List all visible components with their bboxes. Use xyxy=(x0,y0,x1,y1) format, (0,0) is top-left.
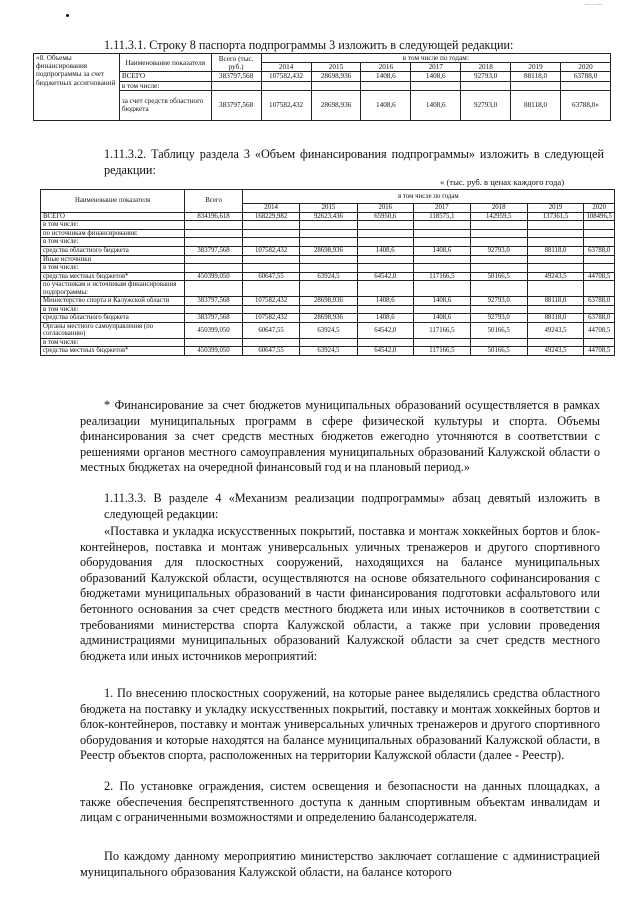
finance-year-2020: 2020 xyxy=(584,204,615,213)
passport-cell xyxy=(511,81,561,90)
finance-cell: 50166,5 xyxy=(470,347,527,356)
finance-cell: 1408,6 xyxy=(414,246,471,255)
finance-cell xyxy=(357,338,413,347)
finance-cell xyxy=(527,338,584,347)
finance-row-total: 834196,618 xyxy=(185,212,243,221)
finance-cell: 63924,5 xyxy=(300,272,357,281)
finance-cell xyxy=(357,238,413,247)
finance-cell: 49243,5 xyxy=(527,272,584,281)
finance-cell: 44708,5 xyxy=(584,272,615,281)
finance-cell xyxy=(357,264,413,273)
finance-row-total xyxy=(185,338,243,347)
main-text: «Поставка и укладка искусственных покрытий, поставка и монтаж хоккейных бортов и блок-контейнеров, поставка и монтаж универсальных уличных тренажеров и другого спортивного оборудования для плоскостных сооружений, находящихся на балансе муниципальных образований Калужской области, осуществляются на основе обязательного софинансирования с бюджетами муниципальных образований в части финансирования подготовки асфальтового или бетонного основания за счет средств местного бюджета или иных источников в соответствии с требованиями министерства спорта Калужской области, а также при условии проведения администрациями муниципальных образований Калужской области за счет средств местного бюджета или иных источников мероприятий: xyxy=(80,524,600,663)
paragraph-main xyxy=(80,524,600,664)
finance-row-label: Органы местного самоуправления (по согласованию) xyxy=(41,322,185,338)
finance-cell xyxy=(242,338,300,347)
finance-row xyxy=(41,272,615,281)
passport-row-total: 383797,568 xyxy=(211,90,261,120)
finance-cell xyxy=(470,255,527,264)
paragraph-item-1 xyxy=(80,686,600,764)
finance-cell xyxy=(414,264,471,273)
finance-row-total: 450399,050 xyxy=(185,322,243,338)
finance-row xyxy=(41,246,615,255)
finance-cell: 92623,436 xyxy=(300,212,357,221)
heading-section3: 1.11.3.2. Таблицу раздела 3 «Объем финансирования подпрограммы» изложить в следующей редакции: xyxy=(104,147,604,177)
scan-dot xyxy=(66,14,69,17)
passport-cell: 63788,0» xyxy=(560,90,610,120)
finance-cell: 60647,55 xyxy=(242,322,300,338)
finance-cell xyxy=(414,238,471,247)
finance-cell xyxy=(357,221,413,230)
finance-cell: 107582,432 xyxy=(242,297,300,306)
finance-year-2018: 2018 xyxy=(470,204,527,213)
finance-cell xyxy=(527,238,584,247)
finance-cell xyxy=(584,338,615,347)
corner-mark: — - — xyxy=(584,2,602,8)
finance-cell xyxy=(242,221,300,230)
finance-row-total: 450399,050 xyxy=(185,272,243,281)
finance-cell: 88118,0 xyxy=(527,314,584,323)
passport-cell xyxy=(411,81,461,90)
finance-cell: 142959,5 xyxy=(470,212,527,221)
finance-row xyxy=(41,264,615,273)
finance-cell xyxy=(470,281,527,297)
finance-row xyxy=(41,305,615,314)
passport-cell xyxy=(560,81,610,90)
finance-cell xyxy=(470,221,527,230)
finance-row-label: средства областного бюджета xyxy=(41,246,185,255)
passport-year-2015: 2015 xyxy=(311,63,361,72)
finance-cell: 168229,982 xyxy=(242,212,300,221)
finance-row-total: 383797,568 xyxy=(185,314,243,323)
finance-cell xyxy=(300,305,357,314)
passport-col-indicator: Наименование показателя xyxy=(119,54,211,72)
item1-text: 1. По внесению плоскостных сооружений, на которые ранее выделялись средства областного бюджета на поставку и укладку искусственных покрытий, поставку и монтаж хоккейных бортов и блок-контейнеров, поставку и монтаж универсальных уличных тренажеров и другого спортивного оборудования и которые находятся на балансе муниципальных образований Калужской области, в Реестр объектов спорта, расположенных на территории Калужской области (далее - Реестр). xyxy=(80,686,600,763)
finance-cell xyxy=(527,305,584,314)
passport-year-2014: 2014 xyxy=(261,63,311,72)
finance-row-label: Иные источники xyxy=(41,255,185,264)
finance-cell xyxy=(300,229,357,238)
finance-cell xyxy=(414,221,471,230)
finance-table xyxy=(40,189,615,356)
finance-cell xyxy=(584,238,615,247)
passport-row-total: 383797,568 xyxy=(211,72,261,81)
passport-year-2017: 2017 xyxy=(411,63,461,72)
finance-cell xyxy=(414,281,471,297)
finance-cell: 107582,432 xyxy=(242,314,300,323)
finance-cell: 44708,5 xyxy=(584,347,615,356)
footnote-text: * Финансирование за счет бюджетов муниципальных образований осуществляется в рамках реализации муниципальных программ в сфере физической культуры и спорта. Объемы финансирования за счет средств местных бюджетов ежегодно уточняются в соответствии с решениями органов местного самоуправления муниципальных образований Калужской области о местных бюджетах на очередной финансовый год и на плановый период.» xyxy=(80,398,600,475)
finance-cell: 1408,6 xyxy=(357,297,413,306)
finance-cell: 118575,1 xyxy=(414,212,471,221)
finance-cell: 63788,0 xyxy=(584,246,615,255)
units-note: « (тыс. руб. в ценах каждого года) xyxy=(440,177,565,187)
finance-row-label: по участникам и источникам финансирования подпрограммы: xyxy=(41,281,185,297)
finance-cell: 50166,5 xyxy=(470,272,527,281)
finance-cell: 64542,0 xyxy=(357,272,413,281)
passport-cell xyxy=(261,81,311,90)
finance-year-2016: 2016 xyxy=(357,204,413,213)
finance-cell: 88118,0 xyxy=(527,246,584,255)
finance-row xyxy=(41,229,615,238)
paragraph-footnote xyxy=(80,398,600,476)
finance-cell: 92793,0 xyxy=(470,314,527,323)
finance-cell xyxy=(470,238,527,247)
finance-row-label: по источникам финансирования: xyxy=(41,229,185,238)
finance-cell: 1408,6 xyxy=(357,246,413,255)
finance-cell: 63788,0 xyxy=(584,314,615,323)
passport-cell: 1408,6 xyxy=(411,90,461,120)
finance-year-2019: 2019 xyxy=(527,204,584,213)
passport-cell: 107582,432 xyxy=(261,72,311,81)
finance-row-total xyxy=(185,229,243,238)
finance-cell: 60647,55 xyxy=(242,347,300,356)
finance-year-2015: 2015 xyxy=(300,204,357,213)
finance-cell xyxy=(470,305,527,314)
finance-row-label: в том числе: xyxy=(41,221,185,230)
finance-cell: 63924,5 xyxy=(300,322,357,338)
passport-cell xyxy=(311,81,361,90)
finance-cell xyxy=(414,255,471,264)
finance-cell: 28698,936 xyxy=(300,297,357,306)
finance-cell: 63924,5 xyxy=(300,347,357,356)
passport-row-label: в том числе: xyxy=(119,81,211,90)
finance-cell: 108496,5 xyxy=(584,212,615,221)
passport-cell xyxy=(461,81,511,90)
finance-row-total xyxy=(185,221,243,230)
finance-cell: 117166,5 xyxy=(414,272,471,281)
finance-cell xyxy=(414,229,471,238)
finance-cell: 92793,0 xyxy=(470,297,527,306)
finance-cell: 49243,5 xyxy=(527,347,584,356)
finance-cell: 64542,0 xyxy=(357,347,413,356)
finance-cell xyxy=(300,255,357,264)
passport-row xyxy=(34,90,611,120)
passport-col-name: «8. Объемы финансирования подпрограммы за счет бюджетных ассигнований xyxy=(34,54,120,121)
passport-cell: 88118,0 xyxy=(511,90,561,120)
finance-row-total xyxy=(185,264,243,273)
finance-cell xyxy=(357,305,413,314)
passport-cell: 63788,0 xyxy=(560,72,610,81)
finance-row-label: в том числе: xyxy=(41,338,185,347)
finance-cell xyxy=(527,221,584,230)
finance-row xyxy=(41,221,615,230)
finance-cell xyxy=(357,281,413,297)
passport-year-2020: 2020 xyxy=(560,63,610,72)
finance-cell: 117166,5 xyxy=(414,322,471,338)
finance-cell xyxy=(470,338,527,347)
passport-row-total xyxy=(211,81,261,90)
finance-cell: 65950,6 xyxy=(357,212,413,221)
finance-row xyxy=(41,212,615,221)
finance-cell xyxy=(242,305,300,314)
finance-cell: 28698,936 xyxy=(300,314,357,323)
heading-section4: 1.11.3.3. В разделе 4 «Механизм реализации подпрограммы» абзац девятый изложить в следующей редакции: xyxy=(104,491,600,521)
passport-cell xyxy=(361,81,411,90)
finance-cell xyxy=(527,229,584,238)
passport-years-header: в том числе по годам: xyxy=(261,54,610,63)
finance-cell xyxy=(300,281,357,297)
passport-row-label: ВСЕГО xyxy=(119,72,211,81)
finance-row-total xyxy=(185,255,243,264)
finance-cell: 117166,5 xyxy=(414,347,471,356)
finance-year-2014: 2014 xyxy=(242,204,300,213)
paragraph-agreement xyxy=(80,849,600,880)
passport-cell: 28698,936 xyxy=(311,90,361,120)
finance-row xyxy=(41,238,615,247)
finance-cell: 50166,5 xyxy=(470,322,527,338)
passport-table xyxy=(33,53,611,121)
finance-cell: 63788,0 xyxy=(584,297,615,306)
finance-cell xyxy=(527,281,584,297)
finance-row xyxy=(41,281,615,297)
finance-cell xyxy=(300,264,357,273)
passport-cell: 1408,6 xyxy=(411,72,461,81)
finance-cell xyxy=(414,338,471,347)
finance-row-label: в том числе: xyxy=(41,305,185,314)
finance-cell xyxy=(527,255,584,264)
finance-row-total: 450399,050 xyxy=(185,347,243,356)
finance-cell xyxy=(242,281,300,297)
finance-cell xyxy=(414,305,471,314)
finance-row xyxy=(41,322,615,338)
finance-row-label: ВСЕГО xyxy=(41,212,185,221)
finance-row xyxy=(41,347,615,356)
passport-row xyxy=(34,81,611,90)
item2-text: 2. По установке ограждения, систем освещения и безопасности на данных площадках, а также обеспечения беспрепятственного доступа к данным спортивным объектам инвалидам и лицам с ограниченными возможностями и определению балансодержателя. xyxy=(80,779,600,825)
finance-cell xyxy=(584,229,615,238)
finance-cell xyxy=(242,238,300,247)
finance-row-total: 383797,568 xyxy=(185,297,243,306)
finance-row-total xyxy=(185,238,243,247)
finance-cell xyxy=(470,264,527,273)
finance-cell xyxy=(242,229,300,238)
heading-row8: 1.11.3.1. Строку 8 паспорта подпрограммы 3 изложить в следующей редакции: xyxy=(104,38,514,52)
finance-row-label: в том числе: xyxy=(41,264,185,273)
finance-cell xyxy=(242,264,300,273)
finance-cell: 92793,0 xyxy=(470,246,527,255)
finance-row xyxy=(41,314,615,323)
passport-row-label: за счет средств областного бюджета xyxy=(119,90,211,120)
finance-row-label: средства местных бюджетов* xyxy=(41,272,185,281)
passport-cell: 107582,432 xyxy=(261,90,311,120)
finance-row-label: в том числе: xyxy=(41,238,185,247)
finance-row-label: средства областного бюджета xyxy=(41,314,185,323)
finance-cell xyxy=(584,221,615,230)
passport-cell: 1408,6 xyxy=(361,90,411,120)
finance-row-total xyxy=(185,281,243,297)
finance-cell xyxy=(300,338,357,347)
finance-cell: 60647,55 xyxy=(242,272,300,281)
finance-cell: 1408,6 xyxy=(414,297,471,306)
finance-cell: 1408,6 xyxy=(357,314,413,323)
finance-col-indicator: Наименование показателя xyxy=(41,190,185,213)
finance-row-label: Министерство спорта и Калужской области xyxy=(41,297,185,306)
passport-year-2016: 2016 xyxy=(361,63,411,72)
finance-cell: 64542,0 xyxy=(357,322,413,338)
finance-cell xyxy=(242,255,300,264)
passport-cell: 92793,0 xyxy=(461,90,511,120)
agreement-text: По каждому данному мероприятию министерство заключает соглашение с администрацией муниципального образования Калужской области, на балансе которого xyxy=(80,849,600,879)
finance-row-total: 383797,568 xyxy=(185,246,243,255)
finance-cell xyxy=(527,264,584,273)
finance-row xyxy=(41,338,615,347)
finance-cell xyxy=(300,238,357,247)
passport-cell: 88118,0 xyxy=(511,72,561,81)
passport-year-2019: 2019 xyxy=(511,63,561,72)
finance-row xyxy=(41,255,615,264)
finance-year-2017: 2017 xyxy=(414,204,471,213)
finance-cell: 28698,936 xyxy=(300,246,357,255)
finance-cell xyxy=(470,229,527,238)
finance-row-label: средства местных бюджетов* xyxy=(41,347,185,356)
finance-years-header: в том числе по годам xyxy=(242,190,614,204)
finance-cell: 107582,432 xyxy=(242,246,300,255)
passport-cell: 92793,0 xyxy=(461,72,511,81)
passport-col-total: Всего (тыс. руб.) xyxy=(211,54,261,72)
finance-row xyxy=(41,297,615,306)
finance-row-total xyxy=(185,305,243,314)
finance-cell: 137361,5 xyxy=(527,212,584,221)
finance-col-total: Всего xyxy=(185,190,243,213)
finance-cell: 49243,5 xyxy=(527,322,584,338)
finance-cell xyxy=(584,305,615,314)
passport-cell: 1408,6 xyxy=(361,72,411,81)
finance-cell: 88118,0 xyxy=(527,297,584,306)
finance-cell xyxy=(584,281,615,297)
passport-cell: 28698,936 xyxy=(311,72,361,81)
finance-cell xyxy=(357,229,413,238)
finance-cell xyxy=(584,255,615,264)
passport-year-2018: 2018 xyxy=(461,63,511,72)
finance-cell xyxy=(300,221,357,230)
finance-cell xyxy=(357,255,413,264)
finance-cell: 44708,5 xyxy=(584,322,615,338)
paragraph-item-2 xyxy=(80,779,600,826)
passport-row xyxy=(34,72,611,81)
finance-cell: 1408,6 xyxy=(414,314,471,323)
finance-cell xyxy=(584,264,615,273)
